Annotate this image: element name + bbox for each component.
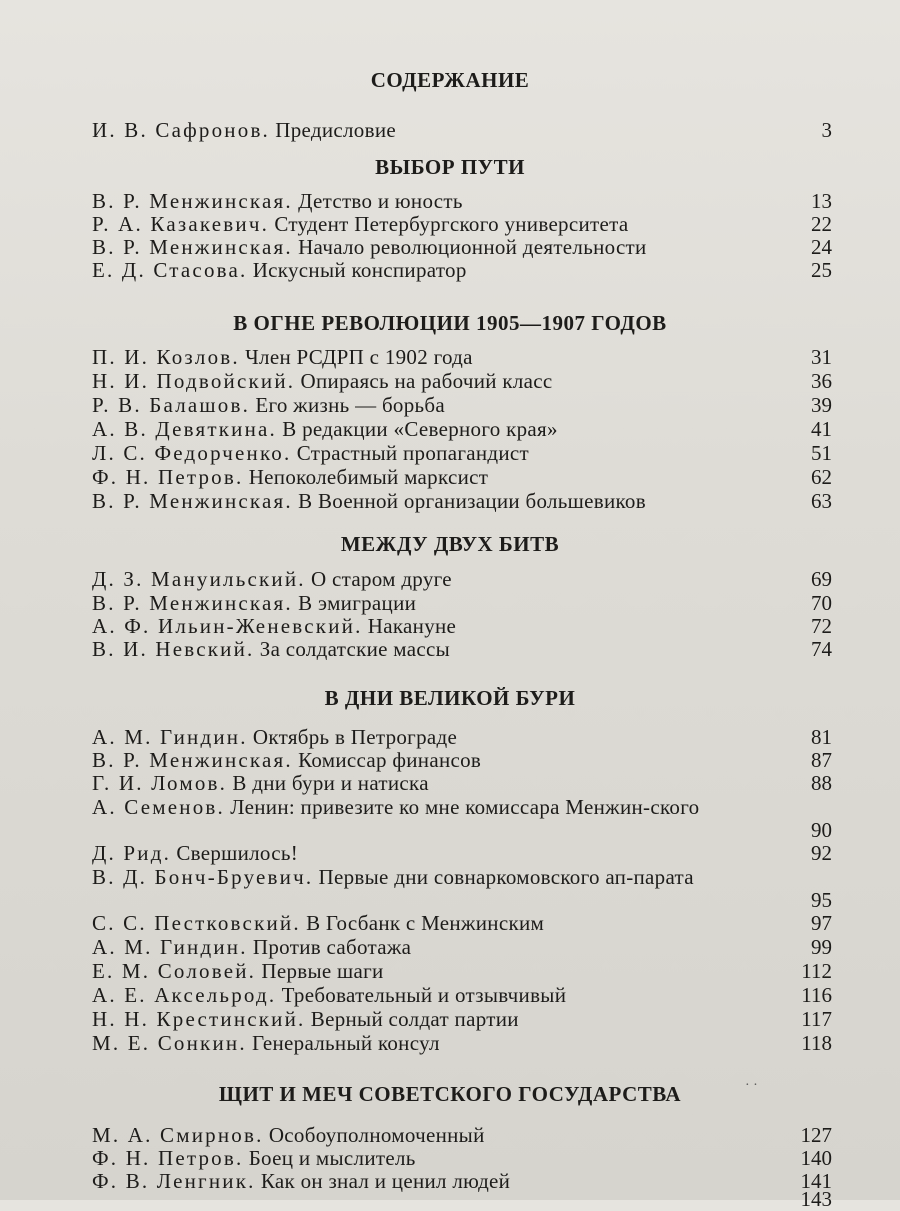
- toc-entry: [92, 394, 832, 417]
- entry-page: 70: [811, 591, 832, 615]
- entry-title: Искусный конспиратор: [252, 258, 467, 282]
- entry-author: Г. И. Ломов.: [92, 771, 228, 795]
- entry-title: Непоколебимый марксист: [248, 465, 489, 489]
- toc-entry: [92, 346, 832, 369]
- entry-page: 3: [821, 118, 832, 142]
- entry-page: 117: [801, 1007, 832, 1031]
- entry-page: 118: [801, 1031, 832, 1055]
- entry-page: 13: [811, 189, 832, 213]
- entry-title: В Госбанк с Менжинским: [306, 911, 545, 935]
- entry-title: В Военной организации большевиков: [298, 489, 646, 513]
- entry-page: 97: [811, 911, 832, 935]
- print-mark: · ·: [745, 1078, 758, 1093]
- entry-title: Студент Петербургского университета: [274, 212, 629, 236]
- toc-title: СОДЕРЖАНИЕ: [370, 68, 530, 92]
- entry-title: Член РСДРП с 1902 года: [245, 345, 473, 369]
- entry-title: В эмиграции: [298, 591, 417, 615]
- toc-entry: [92, 772, 832, 795]
- section-heading: В ДНИ ВЕЛИКОЙ БУРИ: [324, 686, 576, 710]
- toc-entry: [92, 1147, 832, 1170]
- entry-author: В. Р. Менжинская.: [92, 489, 293, 513]
- entry-title: Комиссар финансов: [298, 748, 482, 772]
- entry-author: Е. Д. Стасова.: [92, 258, 248, 282]
- toc-entry: [92, 568, 832, 591]
- entry-title: Накануне: [367, 614, 457, 638]
- entry-page: 81: [811, 725, 832, 749]
- toc-entry: [92, 442, 832, 465]
- toc-entry: [92, 213, 832, 236]
- toc-entry: [92, 726, 832, 749]
- entry-title: Ленин: привезите ко мне комиссара Менжин-ского: [230, 795, 700, 819]
- entry-author: Е. М. Соловей.: [92, 959, 257, 983]
- entry-title: Как он знал и ценил людей: [260, 1169, 511, 1193]
- toc-entry: [92, 1170, 832, 1193]
- entry-author: Д. Рид.: [92, 841, 172, 865]
- entry-title: Октябрь в Петрограде: [252, 725, 458, 749]
- entry-author: А. Ф. Ильин-Женевский.: [92, 614, 363, 638]
- entry-page: 90: [811, 818, 832, 842]
- entry-author: В. Р. Менжинская.: [92, 748, 293, 772]
- entry-page: 69: [811, 567, 832, 591]
- entry-title: В дни бури и натиска: [232, 771, 429, 795]
- section-heading: В ОГНЕ РЕВОЛЮЦИИ 1905—1907 ГОДОВ: [233, 311, 667, 335]
- entry-author: Р. А. Казакевич.: [92, 212, 270, 236]
- entry-author: В. Р. Менжинская.: [92, 235, 293, 259]
- toc-entry: [92, 418, 832, 441]
- entry-title: Боец и мыслитель: [248, 1146, 416, 1170]
- entry-page: 74: [811, 637, 832, 661]
- entry-title: Верный солдат партии: [310, 1007, 519, 1031]
- toc-entry: [92, 466, 832, 489]
- entry-page: 25: [811, 258, 832, 282]
- toc-entry: [92, 592, 832, 615]
- entry-title: Генеральный консул: [252, 1031, 440, 1055]
- entry-author: Д. З. Мануильский.: [92, 567, 306, 591]
- entry-title: Предисловие: [275, 118, 396, 142]
- entry-title: Начало революционной деятельности: [298, 235, 647, 259]
- entry-author: А. В. Девяткина.: [92, 417, 277, 441]
- toc-entry: [92, 984, 832, 1007]
- entry-title: В редакции «Северного края»: [282, 417, 558, 441]
- entry-author: В. Р. Менжинская.: [92, 591, 293, 615]
- entry-page: 24: [811, 235, 832, 259]
- toc-entry: [92, 236, 832, 259]
- entry-page: 39: [811, 393, 832, 417]
- entry-author: А. Е. Аксельрод.: [92, 983, 277, 1007]
- entry-title: Против саботажа: [252, 935, 412, 959]
- entry-page: 88: [811, 771, 832, 795]
- entry-author: Н. Н. Крестинский.: [92, 1007, 306, 1031]
- entry-author: В. И. Невский.: [92, 637, 255, 661]
- entry-title: Первые шаги: [261, 959, 384, 983]
- toc-entry-preface: [92, 119, 832, 142]
- entry-text: [92, 866, 762, 889]
- entry-title: Страстный пропагандист: [296, 441, 530, 465]
- entry-title: Опираясь на рабочий класс: [300, 369, 553, 393]
- entry-page: 99: [811, 935, 832, 959]
- entry-page: 87: [811, 748, 832, 772]
- toc-entry: [92, 865, 832, 912]
- toc-entry: [92, 615, 832, 638]
- entry-title: Первые дни совнаркомовского ап-парата: [318, 865, 694, 889]
- toc-entry: [92, 259, 832, 282]
- entry-title: О старом друге: [310, 567, 452, 591]
- toc-entry: [92, 912, 832, 935]
- entry-page: 95: [811, 888, 832, 912]
- entry-author: П. И. Козлов.: [92, 345, 240, 369]
- toc-entry: [92, 190, 832, 213]
- entry-author: Ф. В. Ленгник.: [92, 1169, 256, 1193]
- entry-author: Р. В. Балашов.: [92, 393, 251, 417]
- entry-page: 22: [811, 212, 832, 236]
- entry-page: 63: [811, 489, 832, 513]
- toc-entry: [92, 638, 832, 661]
- toc-entry: [92, 842, 832, 865]
- entry-page: 112: [801, 959, 832, 983]
- entry-page: 127: [800, 1123, 832, 1147]
- entry-author: С. С. Пестковский.: [92, 911, 301, 935]
- entry-author: Ф. Н. Петров.: [92, 1146, 244, 1170]
- entry-author: М. А. Смирнов.: [92, 1123, 264, 1147]
- section-heading: МЕЖДУ ДВУХ БИТВ: [340, 532, 560, 556]
- entry-author: А. М. Гиндин.: [92, 935, 248, 959]
- entry-title: Требовательный и отзывчивый: [281, 983, 567, 1007]
- entry-author: В. Д. Бонч-Бруевич.: [92, 865, 314, 889]
- entry-title: Детство и юность: [298, 189, 463, 213]
- entry-page: 51: [811, 441, 832, 465]
- toc-entry: [92, 936, 832, 959]
- entry-author: М. Е. Сонкин.: [92, 1031, 247, 1055]
- entry-page: 92: [811, 841, 832, 865]
- section-heading: ЩИТ И МЕЧ СОВЕТСКОГО ГОСУДАРСТВА: [218, 1082, 682, 1106]
- entry-title: За солдатские массы: [259, 637, 451, 661]
- toc-entry: [92, 960, 832, 983]
- entry-page: 72: [811, 614, 832, 638]
- entry-title: Его жизнь — борьба: [255, 393, 446, 417]
- entry-page: 62: [811, 465, 832, 489]
- section-heading: ВЫБОР ПУТИ: [375, 155, 525, 179]
- entry-author: Л. С. Федорченко.: [92, 441, 292, 465]
- entry-page: 116: [801, 983, 832, 1007]
- entry-author: И. В. Сафронов.: [92, 118, 271, 142]
- entry-page: 41: [811, 417, 832, 441]
- entry-author: Н. И. Подвойский.: [92, 369, 296, 393]
- entry-page: 143: [800, 1187, 832, 1211]
- toc-entry: [92, 795, 832, 842]
- entry-page: 36: [811, 369, 832, 393]
- toc-entry: [92, 749, 832, 772]
- toc-entry: [92, 1032, 832, 1055]
- entry-page: 141: [800, 1169, 832, 1193]
- entry-author: А. Семенов.: [92, 795, 225, 819]
- entry-page: 31: [811, 345, 832, 369]
- entry-author: В. Р. Менжинская.: [92, 189, 293, 213]
- toc-entry: [92, 490, 832, 513]
- entry-author: А. М. Гиндин.: [92, 725, 248, 749]
- entry-author: Ф. Н. Петров.: [92, 465, 244, 489]
- entry-page: 140: [800, 1146, 832, 1170]
- toc-entry: [92, 370, 832, 393]
- entry-text: [92, 796, 762, 819]
- toc-entry: [92, 1124, 832, 1147]
- entry-title: Особоуполномоченный: [268, 1123, 485, 1147]
- toc-entry: [92, 1008, 832, 1031]
- entry-title: Свершилось!: [176, 841, 299, 865]
